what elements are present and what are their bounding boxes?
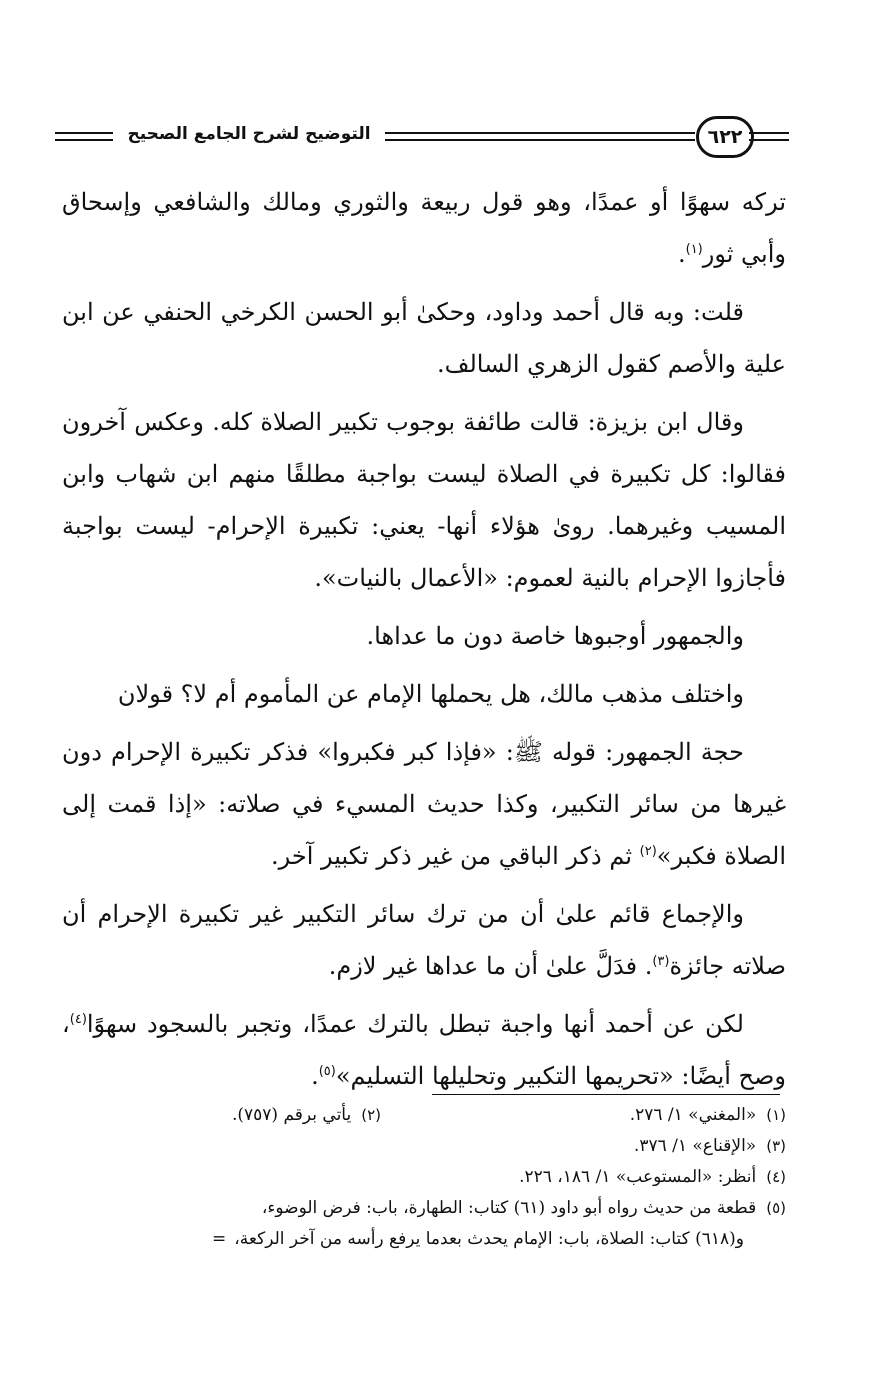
- footnote-5-number: (٥): [766, 1199, 786, 1217]
- paragraph-4: والجمهور أوجبوها خاصة دون ما عداها.: [366, 622, 744, 650]
- paragraph-7-text-a: والإجماع قائم علىٰ أن من ترك سائر التكبير غير تكبيرة الإحرام أن صلاته جائزة: [62, 900, 786, 980]
- page-number: ٦٢٢: [696, 116, 754, 158]
- body-text: [62, 176, 786, 1108]
- paragraph-6: [62, 726, 786, 882]
- footnote-2: [232, 1100, 381, 1131]
- paragraph-6-text-b: ثم ذكر الباقي من غير ذكر تكبير آخر.: [271, 842, 640, 870]
- footnote-2-number: (٢): [361, 1106, 381, 1124]
- paragraph-7: [62, 888, 786, 992]
- footnote-3-text: «الإقناع» ١/ ٣٧٦.: [633, 1136, 757, 1156]
- paragraph-7-text-b: . فدَلَّ علىٰ أن ما عداها غير لازم.: [328, 952, 653, 980]
- running-header: [55, 118, 789, 162]
- footnote-separator: [432, 1094, 780, 1095]
- paragraph-8-end: .: [311, 1062, 319, 1090]
- paragraph-8-text-b: ، وصح أيضًا: «تحريمها التكبير وتحليلها التسليم»: [62, 1010, 786, 1090]
- footnote-5-continuation-text: و(٦١٨) كتاب: الصلاة، باب: الإمام يحدث بعدما يرفع رأسه من آخر الركعة،: [234, 1229, 744, 1249]
- paragraph-2: قلت: وبه قال أحمد وداود، وحكىٰ أبو الحسن الكرخي الحنفي عن ابن علية والأصم كقول الزهري السالف.: [62, 298, 786, 378]
- footnote-4: [30, 1162, 786, 1193]
- footnote-5: [30, 1193, 786, 1224]
- footnote-3: [30, 1131, 786, 1162]
- footnote-2-text: يأتي برقم (٧٥٧).: [231, 1105, 352, 1125]
- paragraph-8-text-a: لكن عن أحمد أنها واجبة تبطل بالترك عمدًا، وتجبر بالسجود سهوًا: [86, 1010, 744, 1038]
- footnote-row-1-2: [30, 1100, 786, 1131]
- paragraph-8: [62, 998, 786, 1102]
- footnote-4-text: أنظر: «المستوعب» ١/ ١٨٦، ٢٢٦.: [519, 1167, 757, 1187]
- footnote-ref-1[interactable]: (١): [685, 242, 703, 257]
- footnotes: [30, 1100, 786, 1255]
- footnote-5-text: قطعة من حديث رواه أبو داود (٦١) كتاب: الطهارة، باب: فرض الوضوء،: [261, 1198, 757, 1218]
- footnote-ref-3[interactable]: (٣): [652, 954, 670, 969]
- paragraph-1: [62, 176, 786, 280]
- footnote-4-number: (٤): [766, 1168, 786, 1186]
- header-rule-middle: [385, 132, 695, 141]
- paragraph-1-text: تركه سهوًا أو عمدًا، وهو قول ربيعة والثوري ومالك والشافعي وإسحاق وأبي ثور: [62, 188, 786, 268]
- header-rule-left: [55, 132, 113, 141]
- footnote-3-number: (٣): [766, 1137, 786, 1155]
- footnote-ref-5[interactable]: (٥): [318, 1064, 336, 1079]
- paragraph-3: وقال ابن بزيزة: قالت طائفة بوجوب تكبير الصلاة كله. وعكس آخرون فقالوا: كل تكبيرة في الصلاة ليست بواجبة مطلقًا منهم ابن شهاب وابن المسيب وغيرهما. روىٰ هؤلاء أنها- يعني: تكبيرة الإحرام- ليست بواجبة فأجازوا الإحرام بالنية لعموم: «الأعمال بالنيات».: [62, 408, 786, 592]
- continuation-mark: =: [212, 1229, 227, 1249]
- header-title: التوضيح لشرح الجامع الصحيح: [127, 124, 371, 144]
- footnote-ref-4[interactable]: (٤): [69, 1012, 87, 1027]
- footnote-1-text: «المغني» ١/ ٢٧٦.: [629, 1105, 757, 1125]
- footnote-1: [381, 1100, 786, 1131]
- paragraph-6-text-a: حجة الجمهور: قوله ﷺ: «فإذا كبر فكبروا» فذكر تكبيرة الإحرام دون غيرها من سائر التكبير، وكذا حديث المسيء في صلاته: «إذا قمت إلى الصلاة فكبر»: [62, 738, 786, 870]
- paragraph-1-end: .: [677, 240, 686, 268]
- footnote-5-continuation: [30, 1224, 786, 1255]
- footnote-1-number: (١): [766, 1106, 786, 1124]
- paragraph-5: واختلف مذهب مالك، هل يحملها الإمام عن المأموم أم لا؟ قولان: [117, 680, 744, 708]
- header-rule-right: [749, 132, 789, 141]
- footnote-ref-2[interactable]: (٢): [639, 844, 657, 859]
